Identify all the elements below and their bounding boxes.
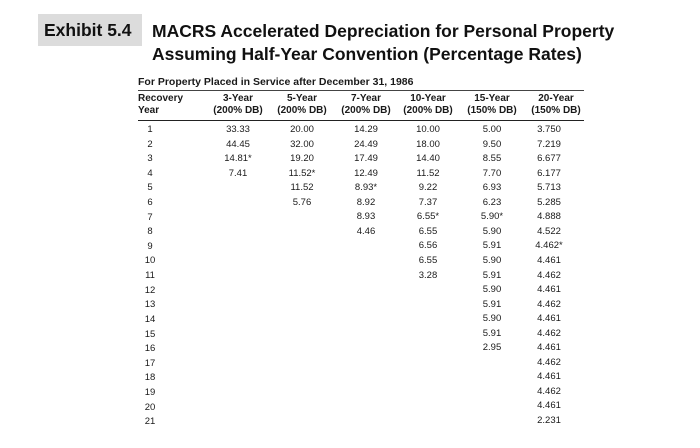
cell-3-year: 7.41 — [228, 167, 248, 179]
column-header-line2: Year — [138, 105, 160, 116]
recovery-year-8: 8 — [147, 226, 153, 238]
cell-15-year: 7.70 — [482, 167, 502, 179]
column-header-line2: (200% DB) — [213, 105, 263, 116]
column-header-line2: (150% DB) — [467, 105, 517, 116]
cell-15-year: 6.23 — [482, 196, 502, 208]
column-header-15-year — [462, 93, 522, 117]
cell-20-year: 4.461 — [537, 371, 561, 383]
cell-20-year: 5.713 — [537, 182, 561, 194]
column-header-5-year — [272, 93, 332, 117]
macrs-table — [138, 73, 588, 445]
table-subtitle: For Property Placed in Service after December 31, 1986 — [138, 76, 414, 88]
cell-20-year: 5.285 — [537, 196, 561, 208]
cell-15-year: 5.90 — [482, 225, 502, 237]
cell-3-year: 44.45 — [226, 138, 250, 150]
recovery-year-17: 17 — [144, 357, 156, 369]
recovery-year-3: 3 — [147, 153, 153, 165]
cell-20-year: 6.177 — [537, 167, 561, 179]
column-header-line1: Recovery — [138, 93, 184, 104]
cell-7-year: 8.93* — [354, 182, 378, 194]
cell-5-year: 11.52 — [290, 182, 314, 194]
table-header-rule — [138, 120, 584, 121]
cell-10-year: 6.55 — [418, 225, 438, 237]
cell-15-year: 9.50 — [482, 138, 502, 150]
recovery-year-4: 4 — [147, 167, 153, 179]
cell-15-year: 6.93 — [482, 182, 502, 194]
recovery-year-11: 11 — [145, 270, 155, 282]
column-header-20-year — [526, 93, 586, 117]
column-header-recovery-year — [138, 93, 183, 117]
cell-15-year: 5.90 — [482, 313, 502, 325]
cell-7-year: 8.93 — [356, 211, 376, 223]
cell-15-year: 5.00 — [482, 124, 502, 135]
cell-20-year: 4.462* — [535, 240, 563, 252]
cell-15-year: 5.91 — [482, 240, 502, 252]
exhibit-header — [38, 14, 638, 72]
exhibit-title-line1: MACRS Accelerated Depreciation for Personal Property — [152, 21, 615, 41]
recovery-year-21: 21 — [144, 416, 156, 428]
recovery-year-20: 20 — [144, 401, 156, 413]
cell-15-year: 5.91 — [482, 327, 502, 339]
cell-5-year: 11.52* — [288, 167, 316, 179]
column-header-line1: 5-Year — [286, 93, 318, 104]
cell-20-year: 4.462 — [537, 298, 561, 310]
cell-15-year: 5.90 — [482, 254, 502, 266]
cell-7-year: 8.92 — [356, 196, 376, 208]
column-header-3-year — [208, 93, 268, 117]
column-header-7-year — [336, 93, 396, 117]
cell-20-year: 4.461 — [537, 342, 561, 354]
cell-15-year: 5.91 — [482, 298, 502, 310]
cell-10-year: 6.55 — [418, 254, 438, 266]
recovery-year-5: 5 — [147, 182, 153, 194]
column-header-line2: (200% DB) — [277, 105, 327, 116]
cell-10-year: 6.56 — [418, 240, 438, 252]
cell-20-year: 2.231 — [537, 415, 561, 426]
cell-15-year: 5.90* — [480, 211, 504, 223]
recovery-year-2: 2 — [147, 138, 153, 150]
cell-15-year: 2.95 — [482, 342, 502, 354]
cell-20-year: 4.461 — [537, 284, 561, 296]
column-header-line1: 3-Year — [222, 93, 254, 104]
cell-10-year: 10.00 — [416, 124, 440, 135]
cell-10-year: 3.28 — [418, 269, 438, 281]
cell-20-year: 4.461 — [537, 254, 561, 266]
recovery-year-14: 14 — [144, 313, 156, 325]
recovery-year-12: 12 — [144, 284, 156, 296]
cell-20-year: 4.462 — [537, 385, 561, 397]
cell-3-year: 14.81* — [224, 153, 252, 165]
table-top-rule — [138, 90, 584, 91]
recovery-year-1: 1 — [147, 124, 153, 135]
cell-3-year: 33.33 — [226, 124, 250, 135]
cell-10-year: 9.22 — [418, 182, 438, 194]
column-header-line1: 15-Year — [474, 93, 510, 104]
recovery-year-18: 18 — [144, 372, 156, 384]
cell-20-year: 6.677 — [537, 153, 561, 165]
cell-10-year: 11.52 — [416, 167, 440, 179]
cell-20-year: 4.522 — [537, 225, 561, 237]
recovery-year-19: 19 — [144, 386, 156, 398]
cell-7-year: 12.49 — [354, 167, 378, 179]
cell-20-year: 4.461 — [537, 400, 561, 412]
exhibit-title-line2: Assuming Half-Year Convention (Percentage Rates) — [152, 44, 582, 64]
cell-20-year: 4.461 — [537, 313, 561, 325]
cell-7-year: 14.29 — [354, 124, 378, 135]
cell-20-year: 7.219 — [537, 138, 561, 150]
recovery-year-9: 9 — [147, 240, 153, 252]
cell-5-year: 19.20 — [290, 153, 314, 165]
cell-20-year: 4.462 — [537, 356, 561, 368]
recovery-year-7: 7 — [147, 211, 153, 223]
column-header-line2: (200% DB) — [341, 105, 391, 116]
cell-10-year: 14.40 — [416, 153, 440, 165]
recovery-year-6: 6 — [147, 197, 153, 209]
cell-5-year: 20.00 — [290, 124, 314, 135]
cell-20-year: 4.462 — [537, 269, 561, 281]
column-header-line1: 10-Year — [410, 93, 446, 104]
recovery-year-15: 15 — [144, 328, 156, 340]
cell-10-year: 6.55* — [416, 211, 440, 223]
cell-15-year: 5.90 — [482, 284, 502, 296]
column-header-line1: 7-Year — [350, 93, 382, 104]
cell-10-year: 18.00 — [416, 138, 440, 150]
recovery-year-16: 16 — [144, 343, 156, 355]
column-header-10-year — [398, 93, 458, 117]
cell-15-year: 8.55 — [482, 153, 502, 165]
recovery-year-13: 13 — [144, 299, 156, 311]
cell-5-year: 5.76 — [292, 196, 312, 208]
recovery-year-10: 10 — [144, 255, 156, 267]
cell-20-year: 4.888 — [537, 211, 561, 223]
cell-15-year: 5.91 — [482, 269, 502, 281]
exhibit-label: Exhibit 5.4 — [38, 14, 142, 46]
column-header-line1: 20-Year — [538, 93, 574, 104]
cell-20-year: 3.750 — [537, 124, 561, 135]
cell-7-year: 17.49 — [354, 153, 378, 165]
cell-7-year: 24.49 — [354, 138, 378, 150]
column-header-line2: (150% DB) — [531, 105, 581, 116]
cell-5-year: 32.00 — [290, 138, 314, 150]
cell-20-year: 4.462 — [537, 327, 561, 339]
column-header-line2: (200% DB) — [403, 105, 453, 116]
cell-7-year: 4.46 — [356, 225, 376, 237]
cell-10-year: 7.37 — [418, 196, 438, 208]
